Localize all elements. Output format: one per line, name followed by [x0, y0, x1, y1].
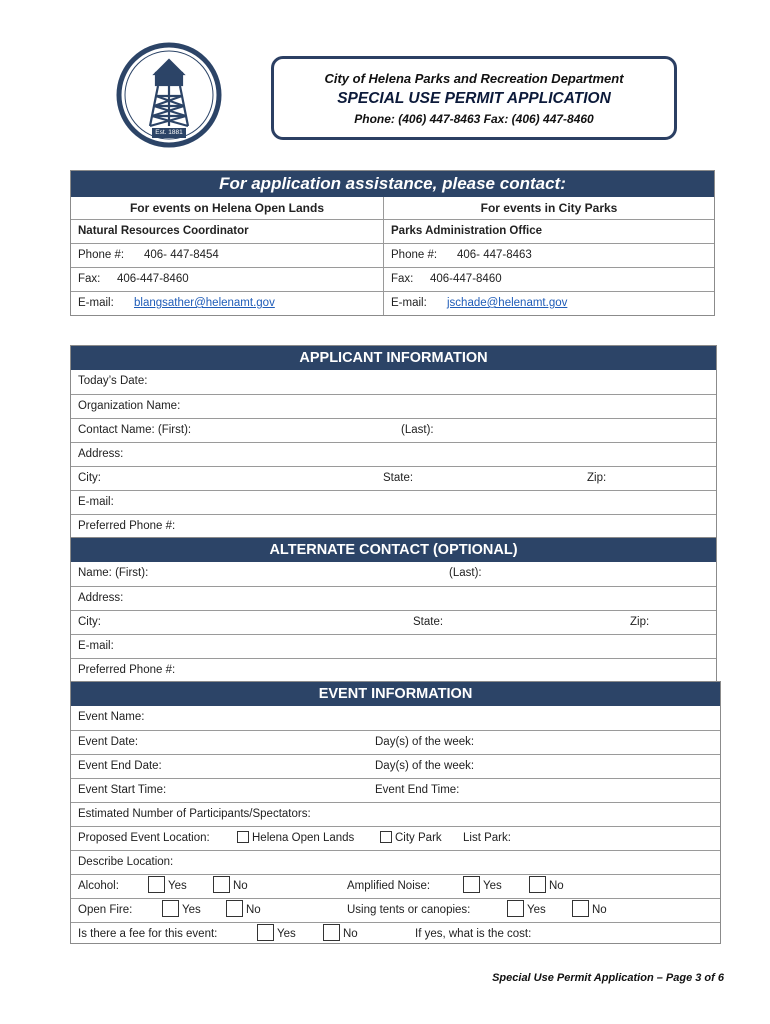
left-email-label: E-mail:: [78, 297, 114, 309]
organization-name-field[interactable]: [71, 394, 716, 418]
alcohol-yes-option[interactable]: [148, 875, 187, 898]
address-field[interactable]: [71, 442, 716, 466]
fee-yes-checkbox[interactable]: [257, 924, 274, 941]
event-times-field[interactable]: [71, 778, 720, 802]
tents-yes-option[interactable]: [507, 899, 546, 922]
alt-last-label: (Last):: [449, 567, 482, 579]
describe-location-label: Describe Location:: [78, 856, 174, 868]
describe-location-field[interactable]: [71, 850, 720, 874]
alt-name-field[interactable]: [71, 562, 716, 586]
contact-title: For application assistance, please contact:: [71, 171, 714, 197]
yes-label: Yes: [527, 904, 546, 916]
left-phone: 406- 447-8454: [144, 249, 219, 261]
city-state-zip-field[interactable]: [71, 466, 716, 490]
fire-no-checkbox[interactable]: [226, 900, 243, 917]
event-name-field[interactable]: [71, 706, 720, 730]
event-location-row: [71, 826, 720, 850]
alt-zip-label: Zip:: [630, 616, 650, 628]
left-column-head: For events on Helena Open Lands: [129, 201, 325, 215]
fire-tents-row: [71, 898, 720, 922]
address-label: Address:: [78, 448, 124, 460]
event-end-days-label: Day(s) of the week:: [375, 760, 475, 772]
alt-address-label: Address:: [78, 592, 124, 604]
alt-phone-field[interactable]: [71, 658, 716, 682]
alternate-contact-section: [70, 537, 717, 681]
event-date-field[interactable]: [71, 730, 720, 754]
alt-phone-label: Preferred Phone #:: [78, 664, 176, 676]
no-label: No: [592, 904, 607, 916]
alt-address-field[interactable]: [71, 586, 716, 610]
event-end-date-label: Event End Date:: [78, 760, 162, 772]
participants-field[interactable]: [71, 802, 720, 826]
noise-no-option[interactable]: [529, 875, 564, 898]
alcohol-no-option[interactable]: [213, 875, 248, 898]
no-label: No: [549, 880, 564, 892]
city-park-checkbox[interactable]: [380, 831, 392, 843]
tents-no-checkbox[interactable]: [572, 900, 589, 917]
header-box: [271, 56, 677, 140]
header-phone-fax: Phone: (406) 447-8463 Fax: (406) 447-8460: [354, 112, 594, 126]
right-contact-name: Parks Administration Office: [391, 225, 543, 237]
no-label: No: [343, 928, 358, 940]
right-column-head: For events in City Parks: [480, 201, 618, 215]
city-park-label: City Park: [395, 832, 442, 844]
tents-yes-checkbox[interactable]: [507, 900, 524, 917]
right-fax-label: Fax:: [391, 273, 414, 285]
fee-yes-option[interactable]: [257, 923, 296, 946]
city-logo: [116, 42, 222, 148]
todays-date-field[interactable]: [71, 370, 716, 394]
alternate-title: ALTERNATE CONTACT (OPTIONAL): [71, 538, 716, 562]
page-footer: Special Use Permit Application – Page 3 of 6: [492, 972, 724, 984]
no-label: No: [246, 904, 261, 916]
right-phone: 406- 447-8463: [457, 249, 532, 261]
state-label: State:: [383, 472, 414, 484]
participants-label: Estimated Number of Participants/Spectators:: [78, 808, 311, 820]
open-lands-label: Helena Open Lands: [252, 832, 355, 844]
left-phone-label: Phone #:: [78, 249, 125, 261]
event-section: [70, 681, 721, 944]
yes-label: Yes: [168, 880, 187, 892]
right-email-label: E-mail:: [391, 297, 427, 309]
alcohol-label: Alcohol:: [78, 880, 119, 892]
applicant-title: APPLICANT INFORMATION: [71, 346, 716, 370]
event-name-label: Event Name:: [78, 711, 145, 723]
yes-label: Yes: [277, 928, 296, 940]
left-email-link[interactable]: blangsather@helenamt.gov: [134, 297, 275, 309]
organization-name-label: Organization Name:: [78, 400, 181, 412]
alt-email-field[interactable]: [71, 634, 716, 658]
noise-yes-checkbox[interactable]: [463, 876, 480, 893]
city-park-option[interactable]: [380, 827, 442, 850]
left-fax-label: Fax:: [78, 273, 101, 285]
alt-email-label: E-mail:: [78, 640, 114, 652]
amplified-noise-label: Amplified Noise:: [347, 880, 431, 892]
right-fax: 406-447-8460: [430, 273, 502, 285]
contact-last-label: (Last):: [401, 424, 434, 436]
fee-no-option[interactable]: [323, 923, 358, 946]
contact-first-label: Contact Name: (First):: [78, 424, 192, 436]
fire-yes-option[interactable]: [162, 899, 201, 922]
alcohol-no-checkbox[interactable]: [213, 876, 230, 893]
event-location-label: Proposed Event Location:: [78, 832, 210, 844]
left-fax: 406-447-8460: [117, 273, 189, 285]
zip-label: Zip:: [587, 472, 607, 484]
contact-table: [70, 170, 715, 316]
left-contact-name: Natural Resources Coordinator: [78, 225, 249, 237]
no-label: No: [233, 880, 248, 892]
open-fire-label: Open Fire:: [78, 904, 133, 916]
alcohol-noise-row: [71, 874, 720, 898]
yes-label: Yes: [483, 880, 502, 892]
right-phone-label: Phone #:: [391, 249, 438, 261]
todays-date-label: Today’s Date:: [78, 375, 148, 387]
tents-label: Using tents or canopies:: [347, 904, 471, 916]
fee-row: [71, 922, 720, 946]
event-end-time-label: Event End Time:: [375, 784, 460, 796]
alt-city-label: City:: [78, 616, 101, 628]
logo-est-text: Est. 1881: [155, 129, 183, 136]
alt-state-label: State:: [413, 616, 444, 628]
yes-label: Yes: [182, 904, 201, 916]
event-title: EVENT INFORMATION: [71, 682, 720, 706]
fee-no-checkbox[interactable]: [323, 924, 340, 941]
event-days-label: Day(s) of the week:: [375, 736, 475, 748]
right-email-link[interactable]: jschade@helenamt.gov: [447, 297, 568, 309]
event-date-label: Event Date:: [78, 736, 139, 748]
event-start-time-label: Event Start Time:: [78, 784, 167, 796]
alcohol-yes-checkbox[interactable]: [148, 876, 165, 893]
phone-field[interactable]: [71, 514, 716, 538]
fire-no-option[interactable]: [226, 899, 261, 922]
open-lands-checkbox[interactable]: [237, 831, 249, 843]
applicant-section: [70, 345, 717, 537]
email-label: E-mail:: [78, 496, 114, 508]
alt-first-label: Name: (First):: [78, 567, 149, 579]
city-label: City:: [78, 472, 101, 484]
noise-no-checkbox[interactable]: [529, 876, 546, 893]
noise-yes-option[interactable]: [463, 875, 502, 898]
email-field[interactable]: [71, 490, 716, 514]
fire-yes-checkbox[interactable]: [162, 900, 179, 917]
contact-name-field[interactable]: [71, 418, 716, 442]
alt-city-state-zip-field[interactable]: [71, 610, 716, 634]
event-end-date-field[interactable]: [71, 754, 720, 778]
list-park-label: List Park:: [463, 832, 511, 844]
fee-label: Is there a fee for this event:: [78, 928, 218, 940]
tents-no-option[interactable]: [572, 899, 607, 922]
form-title: SPECIAL USE PERMIT APPLICATION: [337, 90, 611, 107]
open-lands-option[interactable]: [237, 827, 354, 850]
department-name: City of Helena Parks and Recreation Department: [324, 71, 624, 86]
phone-label: Preferred Phone #:: [78, 520, 176, 532]
cost-label: If yes, what is the cost:: [415, 928, 532, 940]
